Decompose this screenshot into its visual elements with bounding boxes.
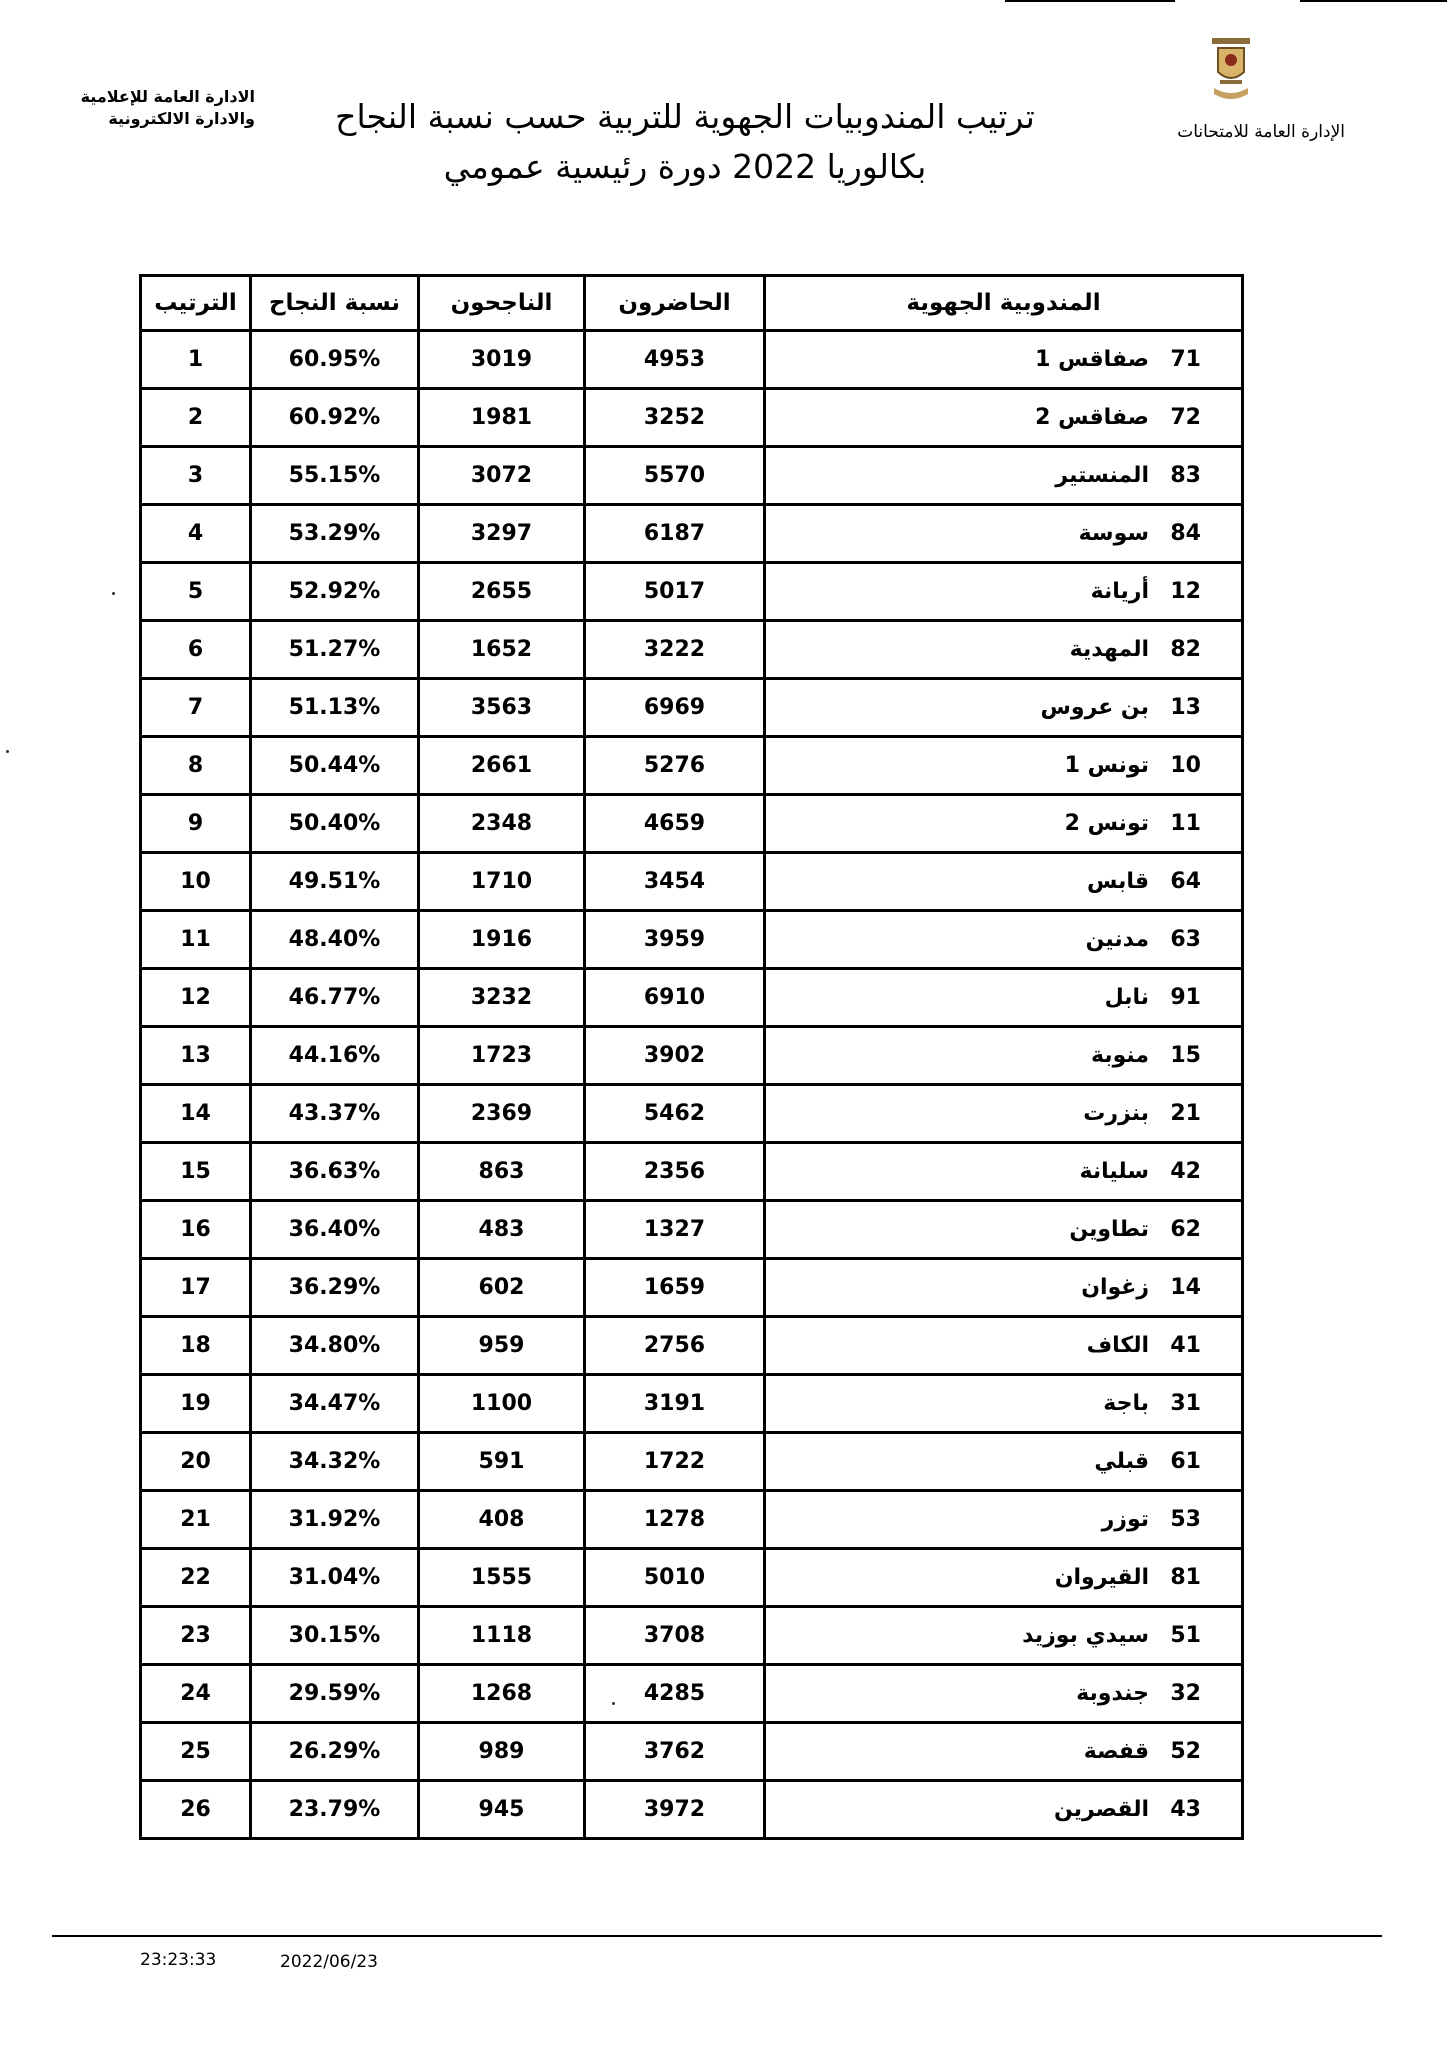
region-name: القصرين bbox=[1053, 1797, 1149, 1822]
table-row bbox=[141, 1433, 1243, 1491]
passed-cell: 408 bbox=[419, 1491, 585, 1549]
region-cell bbox=[765, 563, 1243, 621]
passed-cell: 591 bbox=[419, 1433, 585, 1491]
region-cell bbox=[765, 1375, 1243, 1433]
region-code: 10 bbox=[1170, 753, 1201, 778]
table-row bbox=[141, 1201, 1243, 1259]
region-code: 91 bbox=[1170, 985, 1201, 1010]
region-cell bbox=[765, 737, 1243, 795]
region-cell bbox=[765, 447, 1243, 505]
region-cell bbox=[765, 969, 1243, 1027]
rate-cell: 55.15% bbox=[251, 447, 419, 505]
region-cell bbox=[765, 1665, 1243, 1723]
column-header-region: المندوبية الجهوية bbox=[765, 276, 1243, 331]
region-cell bbox=[765, 389, 1243, 447]
region-code: 11 bbox=[1170, 811, 1201, 836]
region-name: تونس 1 bbox=[1064, 753, 1149, 778]
region-name: صفاقس 2 bbox=[1035, 405, 1149, 430]
table-row bbox=[141, 737, 1243, 795]
ministry-emblem-icon bbox=[1206, 38, 1256, 108]
print-date: 2022/06/23 bbox=[280, 1952, 378, 1972]
rate-cell: 53.29% bbox=[251, 505, 419, 563]
rate-cell: 46.77% bbox=[251, 969, 419, 1027]
rate-cell: 51.13% bbox=[251, 679, 419, 737]
present-cell: 3191 bbox=[585, 1375, 765, 1433]
region-name: سيدي بوزيد bbox=[1022, 1623, 1149, 1648]
rank-cell: 22 bbox=[141, 1549, 251, 1607]
table-row bbox=[141, 1027, 1243, 1085]
table-row bbox=[141, 1549, 1243, 1607]
region-code: 15 bbox=[1170, 1043, 1201, 1068]
passed-cell: 483 bbox=[419, 1201, 585, 1259]
region-code: 64 bbox=[1170, 869, 1201, 894]
passed-cell: 1118 bbox=[419, 1607, 585, 1665]
region-cell bbox=[765, 1549, 1243, 1607]
column-header-passed: الناجحون bbox=[419, 276, 585, 331]
present-cell: 3972 bbox=[585, 1781, 765, 1839]
table-row bbox=[141, 505, 1243, 563]
region-name: بنزرت bbox=[1083, 1101, 1149, 1126]
region-name: توزر bbox=[1101, 1507, 1149, 1532]
region-code: 13 bbox=[1170, 695, 1201, 720]
present-cell: 5017 bbox=[585, 563, 765, 621]
region-name: قفصة bbox=[1083, 1739, 1149, 1764]
present-cell: 3708 bbox=[585, 1607, 765, 1665]
region-code: 71 bbox=[1170, 347, 1201, 372]
region-code: 53 bbox=[1170, 1507, 1201, 1532]
table-row bbox=[141, 331, 1243, 389]
region-name: بن عروس bbox=[1040, 695, 1149, 720]
present-cell: 3252 bbox=[585, 389, 765, 447]
region-name: جندوبة bbox=[1076, 1681, 1149, 1706]
passed-cell: 959 bbox=[419, 1317, 585, 1375]
present-cell: 1327 bbox=[585, 1201, 765, 1259]
region-cell bbox=[765, 621, 1243, 679]
present-cell: 6910 bbox=[585, 969, 765, 1027]
rank-cell: 24 bbox=[141, 1665, 251, 1723]
passed-cell: 1268 bbox=[419, 1665, 585, 1723]
region-code: 51 bbox=[1170, 1623, 1201, 1648]
scan-speck bbox=[6, 750, 9, 753]
region-name: سليانة bbox=[1079, 1159, 1149, 1184]
present-cell: 3222 bbox=[585, 621, 765, 679]
passed-cell: 2348 bbox=[419, 795, 585, 853]
rank-cell: 6 bbox=[141, 621, 251, 679]
document-title bbox=[255, 92, 1115, 192]
issuer-line-2: والادارة الالكترونية bbox=[108, 109, 255, 128]
region-cell bbox=[765, 1317, 1243, 1375]
table-row bbox=[141, 1723, 1243, 1781]
region-name: مدنين bbox=[1085, 927, 1149, 952]
present-cell: 1722 bbox=[585, 1433, 765, 1491]
rate-cell: 60.92% bbox=[251, 389, 419, 447]
rank-cell: 11 bbox=[141, 911, 251, 969]
passed-cell: 3019 bbox=[419, 331, 585, 389]
table-row bbox=[141, 1781, 1243, 1839]
region-cell bbox=[765, 1723, 1243, 1781]
rank-cell: 13 bbox=[141, 1027, 251, 1085]
rank-cell: 26 bbox=[141, 1781, 251, 1839]
present-cell: 4285 bbox=[585, 1665, 765, 1723]
region-code: 41 bbox=[1170, 1333, 1201, 1358]
table-header-row bbox=[141, 276, 1243, 331]
rate-cell: 26.29% bbox=[251, 1723, 419, 1781]
passed-cell: 3563 bbox=[419, 679, 585, 737]
region-cell bbox=[765, 1085, 1243, 1143]
present-cell: 1659 bbox=[585, 1259, 765, 1317]
rank-cell: 21 bbox=[141, 1491, 251, 1549]
rank-cell: 18 bbox=[141, 1317, 251, 1375]
region-code: 81 bbox=[1170, 1565, 1201, 1590]
rate-cell: 31.04% bbox=[251, 1549, 419, 1607]
passed-cell: 3072 bbox=[419, 447, 585, 505]
region-cell bbox=[765, 795, 1243, 853]
table-row bbox=[141, 621, 1243, 679]
table-row bbox=[141, 1085, 1243, 1143]
passed-cell: 1981 bbox=[419, 389, 585, 447]
table-row bbox=[141, 1491, 1243, 1549]
print-time: 23:23:33 bbox=[140, 1950, 217, 1970]
rate-cell: 36.40% bbox=[251, 1201, 419, 1259]
region-cell bbox=[765, 1259, 1243, 1317]
footer-divider bbox=[52, 1935, 1382, 1937]
passed-cell: 2661 bbox=[419, 737, 585, 795]
region-name: صفاقس 1 bbox=[1035, 347, 1149, 372]
region-name: تطاوين bbox=[1069, 1217, 1149, 1242]
rate-cell: 36.63% bbox=[251, 1143, 419, 1201]
region-code: 61 bbox=[1170, 1449, 1201, 1474]
rank-cell: 12 bbox=[141, 969, 251, 1027]
present-cell: 4659 bbox=[585, 795, 765, 853]
region-cell bbox=[765, 1433, 1243, 1491]
rate-cell: 34.80% bbox=[251, 1317, 419, 1375]
present-cell: 3762 bbox=[585, 1723, 765, 1781]
rank-cell: 8 bbox=[141, 737, 251, 795]
rate-cell: 31.92% bbox=[251, 1491, 419, 1549]
region-name: الكاف bbox=[1086, 1333, 1149, 1358]
table-row bbox=[141, 447, 1243, 505]
region-name: منوبة bbox=[1091, 1043, 1149, 1068]
region-name: زغوان bbox=[1081, 1275, 1149, 1300]
rank-cell: 7 bbox=[141, 679, 251, 737]
issuer-line-1: الادارة العامة للإعلامية bbox=[80, 87, 255, 106]
present-cell: 4953 bbox=[585, 331, 765, 389]
region-cell bbox=[765, 679, 1243, 737]
region-code: 43 bbox=[1170, 1797, 1201, 1822]
present-cell: 5462 bbox=[585, 1085, 765, 1143]
rank-cell: 20 bbox=[141, 1433, 251, 1491]
present-cell: 1278 bbox=[585, 1491, 765, 1549]
rate-cell: 43.37% bbox=[251, 1085, 419, 1143]
results-table bbox=[139, 274, 1244, 1840]
table-row bbox=[141, 969, 1243, 1027]
region-name: قابس bbox=[1086, 869, 1149, 894]
region-code: 83 bbox=[1170, 463, 1201, 488]
passed-cell: 2655 bbox=[419, 563, 585, 621]
passed-cell: 1710 bbox=[419, 853, 585, 911]
region-cell bbox=[765, 911, 1243, 969]
rate-cell: 50.40% bbox=[251, 795, 419, 853]
region-cell bbox=[765, 505, 1243, 563]
region-name: تونس 2 bbox=[1064, 811, 1149, 836]
rank-cell: 2 bbox=[141, 389, 251, 447]
table-row bbox=[141, 1665, 1243, 1723]
region-name: المنستير bbox=[1055, 463, 1149, 488]
present-cell: 6969 bbox=[585, 679, 765, 737]
region-cell bbox=[765, 1607, 1243, 1665]
rate-cell: 30.15% bbox=[251, 1607, 419, 1665]
present-cell: 3959 bbox=[585, 911, 765, 969]
region-code: 31 bbox=[1170, 1391, 1201, 1416]
rate-cell: 52.92% bbox=[251, 563, 419, 621]
column-header-rank: الترتيب bbox=[141, 276, 251, 331]
region-code: 32 bbox=[1170, 1681, 1201, 1706]
region-name: القيروان bbox=[1054, 1565, 1149, 1590]
rate-cell: 44.16% bbox=[251, 1027, 419, 1085]
issuer-department bbox=[40, 86, 255, 130]
table-row bbox=[141, 1607, 1243, 1665]
passed-cell: 3232 bbox=[419, 969, 585, 1027]
rate-cell: 51.27% bbox=[251, 621, 419, 679]
rate-cell: 36.29% bbox=[251, 1259, 419, 1317]
scan-speck bbox=[112, 592, 115, 595]
present-cell: 5570 bbox=[585, 447, 765, 505]
rank-cell: 17 bbox=[141, 1259, 251, 1317]
region-code: 52 bbox=[1170, 1739, 1201, 1764]
passed-cell: 3297 bbox=[419, 505, 585, 563]
region-cell bbox=[765, 1201, 1243, 1259]
present-cell: 5276 bbox=[585, 737, 765, 795]
table-row bbox=[141, 911, 1243, 969]
region-name: باجة bbox=[1103, 1391, 1149, 1416]
rank-cell: 5 bbox=[141, 563, 251, 621]
passed-cell: 1652 bbox=[419, 621, 585, 679]
region-cell bbox=[765, 1491, 1243, 1549]
passed-cell: 1555 bbox=[419, 1549, 585, 1607]
present-cell: 6187 bbox=[585, 505, 765, 563]
rank-cell: 1 bbox=[141, 331, 251, 389]
rank-cell: 16 bbox=[141, 1201, 251, 1259]
present-cell: 3454 bbox=[585, 853, 765, 911]
exams-department: الإدارة العامة للامتحانات bbox=[1177, 122, 1345, 142]
title-line-1: ترتيب المندوبيات الجهوية للتربية حسب نسبة النجاح bbox=[335, 97, 1035, 136]
passed-cell: 989 bbox=[419, 1723, 585, 1781]
rank-cell: 23 bbox=[141, 1607, 251, 1665]
region-code: 63 bbox=[1170, 927, 1201, 952]
title-line-2: بكالوريا 2022 دورة رئيسية عمومي bbox=[443, 147, 927, 186]
column-header-rate: نسبة النجاح bbox=[251, 276, 419, 331]
region-code: 72 bbox=[1170, 405, 1201, 430]
rate-cell: 49.51% bbox=[251, 853, 419, 911]
passed-cell: 1916 bbox=[419, 911, 585, 969]
rate-cell: 50.44% bbox=[251, 737, 419, 795]
rate-cell: 34.32% bbox=[251, 1433, 419, 1491]
table-row bbox=[141, 853, 1243, 911]
region-name: نابل bbox=[1104, 985, 1149, 1010]
region-cell bbox=[765, 1027, 1243, 1085]
region-name: أريانة bbox=[1090, 579, 1149, 604]
rank-cell: 19 bbox=[141, 1375, 251, 1433]
table-row bbox=[141, 389, 1243, 447]
region-code: 62 bbox=[1170, 1217, 1201, 1242]
rank-cell: 10 bbox=[141, 853, 251, 911]
region-cell bbox=[765, 331, 1243, 389]
region-code: 84 bbox=[1170, 521, 1201, 546]
passed-cell: 863 bbox=[419, 1143, 585, 1201]
rate-cell: 60.95% bbox=[251, 331, 419, 389]
region-code: 42 bbox=[1170, 1159, 1201, 1184]
region-cell bbox=[765, 1781, 1243, 1839]
rank-cell: 3 bbox=[141, 447, 251, 505]
region-cell bbox=[765, 1143, 1243, 1201]
region-name: سوسة bbox=[1078, 521, 1149, 546]
rank-cell: 4 bbox=[141, 505, 251, 563]
region-code: 82 bbox=[1170, 637, 1201, 662]
passed-cell: 945 bbox=[419, 1781, 585, 1839]
region-code: 21 bbox=[1170, 1101, 1201, 1126]
column-header-present: الحاضرون bbox=[585, 276, 765, 331]
region-cell bbox=[765, 853, 1243, 911]
rate-cell: 23.79% bbox=[251, 1781, 419, 1839]
table-row bbox=[141, 563, 1243, 621]
table-row bbox=[141, 1317, 1243, 1375]
table-row bbox=[141, 795, 1243, 853]
region-name: المهدية bbox=[1069, 637, 1149, 662]
rank-cell: 25 bbox=[141, 1723, 251, 1781]
table-row bbox=[141, 679, 1243, 737]
passed-cell: 1723 bbox=[419, 1027, 585, 1085]
present-cell: 3902 bbox=[585, 1027, 765, 1085]
passed-cell: 1100 bbox=[419, 1375, 585, 1433]
scan-line-top bbox=[1005, 0, 1175, 2]
region-code: 14 bbox=[1170, 1275, 1201, 1300]
passed-cell: 602 bbox=[419, 1259, 585, 1317]
region-name: قبلي bbox=[1094, 1449, 1149, 1474]
rate-cell: 34.47% bbox=[251, 1375, 419, 1433]
present-cell: 5010 bbox=[585, 1549, 765, 1607]
table-row bbox=[141, 1143, 1243, 1201]
table-row bbox=[141, 1375, 1243, 1433]
rank-cell: 15 bbox=[141, 1143, 251, 1201]
rate-cell: 29.59% bbox=[251, 1665, 419, 1723]
region-code: 12 bbox=[1170, 579, 1201, 604]
passed-cell: 2369 bbox=[419, 1085, 585, 1143]
rank-cell: 14 bbox=[141, 1085, 251, 1143]
rate-cell: 48.40% bbox=[251, 911, 419, 969]
rank-cell: 9 bbox=[141, 795, 251, 853]
table-row bbox=[141, 1259, 1243, 1317]
present-cell: 2356 bbox=[585, 1143, 765, 1201]
present-cell: 2756 bbox=[585, 1317, 765, 1375]
scan-line-top-right bbox=[1300, 0, 1447, 2]
